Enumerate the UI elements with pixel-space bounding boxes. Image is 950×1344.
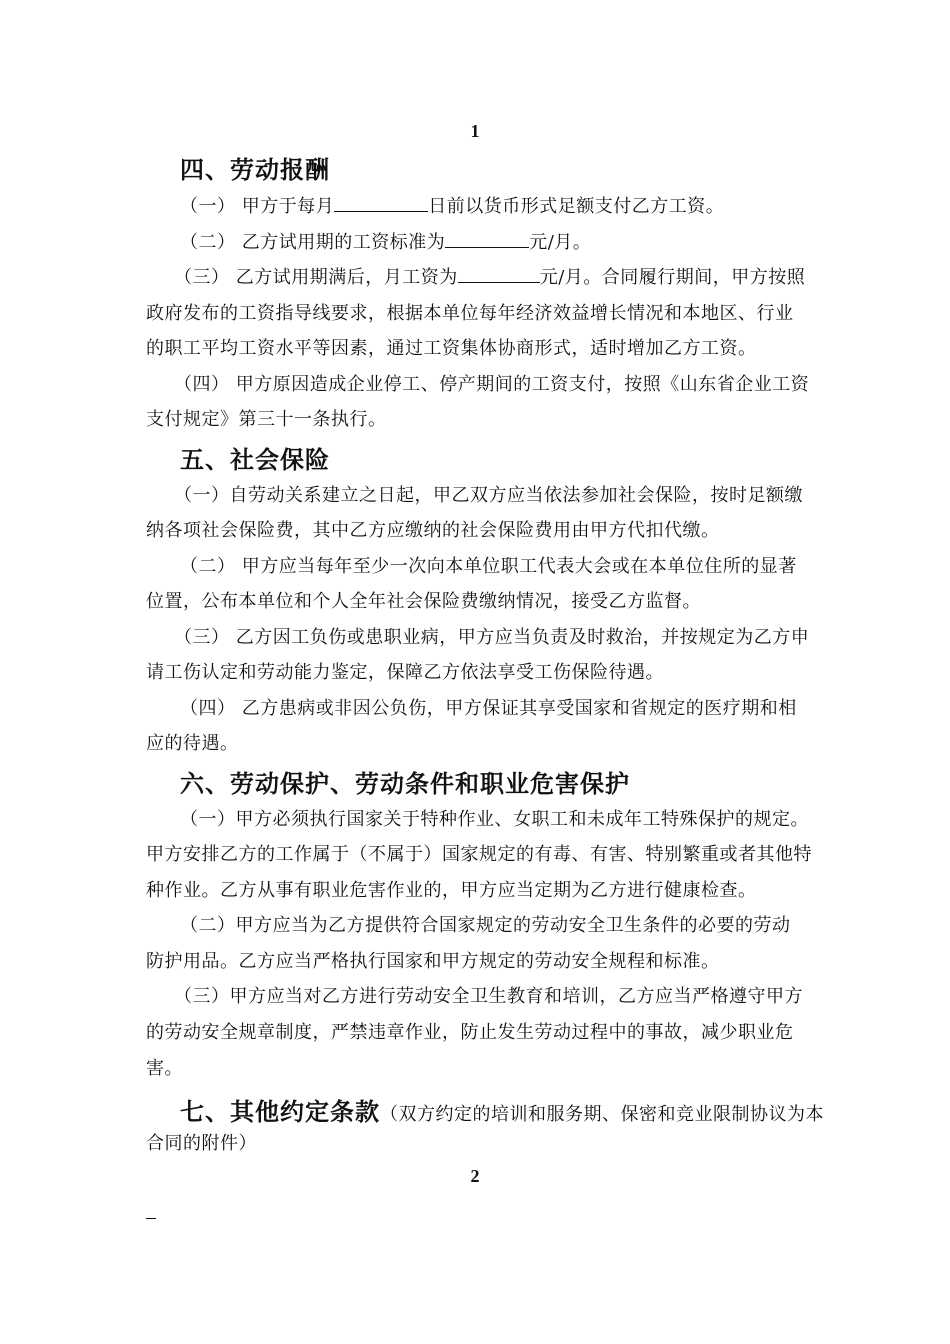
footer-divider xyxy=(146,1218,156,1219)
s6-clause-3-line-1: （三）甲方应当对乙方进行劳动安全卫生教育和培训，乙方应当严格遵守甲方 xyxy=(174,986,803,1007)
s4-clause-2 xyxy=(180,228,591,254)
s4-clause-4-line-2: 支付规定》第三十一条执行。 xyxy=(146,409,387,430)
s4-clause-3-text-b: 元/月。合同履行期间，甲方按照 xyxy=(539,267,806,288)
s5-clause-2-line-2: 位置，公布本单位和个人全年社会保险费缴纳情况，接受乙方监督。 xyxy=(146,591,701,612)
s4-clause-1-text-b: 日前以货币形式足额支付乙方工资。 xyxy=(428,196,725,217)
s6-clause-1-line-2: 甲方安排乙方的工作属于（不属于）国家规定的有毒、有害、特别繁重或者其他特 xyxy=(146,844,812,865)
s6-clause-2-line-1: （二）甲方应当为乙方提供符合国家规定的劳动安全卫生条件的必要的劳动 xyxy=(180,915,791,936)
s4-clause-3-line-3: 的职工平均工资水平等因素，通过工资集体协商形式，适时增加乙方工资。 xyxy=(146,338,757,359)
s6-clause-2-line-2: 防护用品。乙方应当严格执行国家和甲方规定的劳动安全规程和标准。 xyxy=(146,951,720,972)
s5-clause-1-line-1: （一）自劳动关系建立之日起，甲乙双方应当依法参加社会保险，按时足额缴 xyxy=(174,485,803,506)
pay-day-blank[interactable] xyxy=(334,195,428,212)
s4-clause-1-text-a: （一） 甲方于每月 xyxy=(180,196,335,217)
page-number-bottom: 2 xyxy=(470,1166,480,1186)
s5-clause-3-line-2: 请工伤认定和劳动能力鉴定，保障乙方依法享受工伤保险待遇。 xyxy=(146,662,664,683)
s4-clause-1 xyxy=(180,192,724,218)
section-7-note-line-2: 合同的附件） xyxy=(146,1133,257,1154)
s4-clause-3-text-a: （三） 乙方试用期满后，月工资为 xyxy=(174,267,458,288)
section-7-title xyxy=(180,1092,824,1127)
section-7-note-line-1: （双方约定的培训和服务期、保密和竞业限制协议为本 xyxy=(380,1104,824,1125)
s5-clause-2-line-1: （二） 甲方应当每年至少一次向本单位职工代表大会或在本单位住所的显著 xyxy=(180,556,797,577)
s4-clause-3-line-1 xyxy=(174,263,805,289)
s6-clause-1-line-1: （一）甲方必须执行国家关于特种作业、女职工和未成年工特殊保护的规定。 xyxy=(180,809,809,830)
s4-clause-2-text-b: 元/月。 xyxy=(529,232,592,253)
s4-clause-2-text-a: （二） 乙方试用期的工资标准为 xyxy=(180,232,446,253)
s6-clause-3-line-3: 害。 xyxy=(146,1058,183,1079)
s6-clause-3-line-2: 的劳动安全规章制度，严禁违章作业，防止发生劳动过程中的事故，减少职业危 xyxy=(146,1022,794,1043)
section-6-title: 六、劳动保护、劳动条件和职业危害保护 xyxy=(180,769,630,798)
s5-clause-3-line-1: （三） 乙方因工负伤或患职业病，甲方应当负责及时救治，并按规定为乙方申 xyxy=(174,627,810,648)
s4-clause-4-line-1: （四） 甲方原因造成企业停工、停产期间的工资支付，按照《山东省企业工资 xyxy=(174,374,810,395)
section-7-title-text: 七、其他约定条款 xyxy=(180,1097,380,1126)
section-4-title: 四、劳动报酬 xyxy=(180,155,330,184)
s6-clause-1-line-3: 种作业。乙方从事有职业危害作业的，甲方应当定期为乙方进行健康检查。 xyxy=(146,880,757,901)
probation-wage-blank[interactable] xyxy=(445,231,529,248)
s5-clause-1-line-2: 纳各项社会保险费，其中乙方应缴纳的社会保险费用由甲方代扣代缴。 xyxy=(146,520,720,541)
section-5-title: 五、社会保险 xyxy=(180,445,330,474)
page-number-top: 1 xyxy=(470,121,480,141)
s5-clause-4-line-2: 应的待遇。 xyxy=(146,733,239,754)
s4-clause-3-line-2: 政府发布的工资指导线要求，根据本单位每年经济效益增长情况和本地区、行业 xyxy=(146,303,794,324)
monthly-wage-blank[interactable] xyxy=(458,266,540,283)
s5-clause-4-line-1: （四） 乙方患病或非因公负伤，甲方保证其享受国家和省规定的医疗期和相 xyxy=(180,698,797,719)
